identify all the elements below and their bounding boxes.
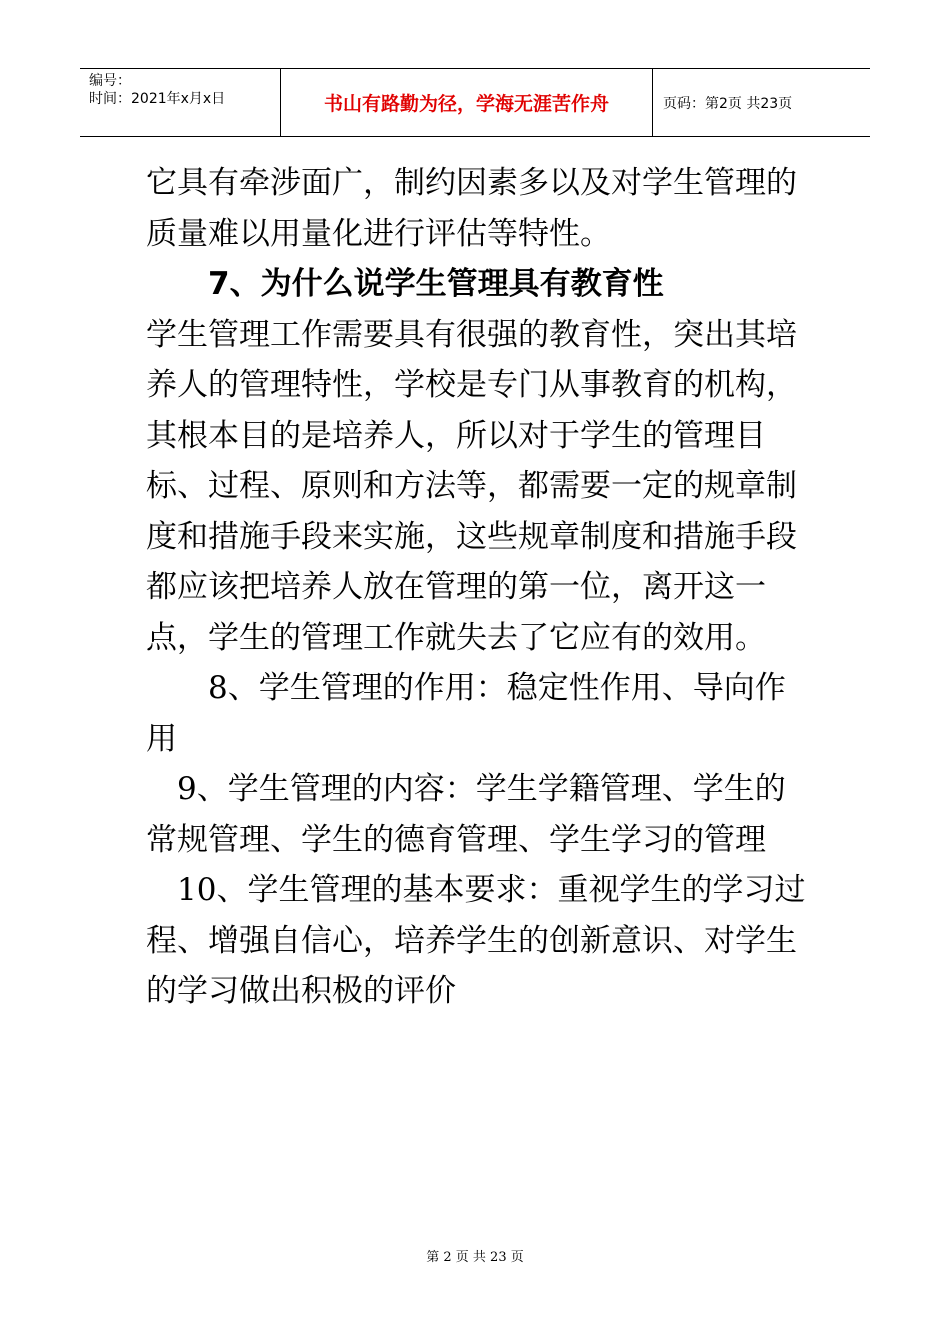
header-meta bbox=[80, 69, 281, 136]
paragraph-item-10: 10、学生管理的基本要求：重视学生的学习过程、增强自信心，培养学生的创新意识、对学生的学习做出积极的评价 bbox=[146, 872, 806, 1009]
paragraph-item-8: 8、学生管理的作用：稳定性作用、导向作用 bbox=[146, 670, 786, 757]
page-footer: 第 2 页 共 23 页 bbox=[426, 1250, 524, 1265]
paragraph-item-9: 9、学生管理的内容：学生学籍管理、学生的常规管理、学生的德育管理、学生学习的管理 bbox=[146, 771, 786, 858]
number-label: 编号： bbox=[89, 73, 131, 89]
paragraph-continuation: 它具有牵涉面广，制约因素多以及对学生管理的质量难以用量化进行评估等特性。 bbox=[146, 165, 797, 252]
header-motto: 书山有路勤为径，学海无涯苦作舟 bbox=[281, 69, 653, 136]
document-body bbox=[146, 158, 806, 1017]
paragraph-education: 学生管理工作需要具有很强的教育性，突出其培养人的管理特性，学校是专门从事教育的机构，其根本目的是培养人，所以对于学生的管理目标、过程、原则和方法等，都需要一定的规章制度和措施手段来实施，这些规章制度和措施手段都应该把培养人放在管理的第一位，离开这一点，学生的管理工作就失去了它应有的效用。 bbox=[146, 316, 797, 656]
section-heading-7: 7、为什么说学生管理具有教育性 bbox=[208, 266, 664, 302]
page-header bbox=[80, 68, 870, 137]
time-label: 时间：2021年x月x日 bbox=[89, 91, 226, 107]
header-page-info: 页码：第2页 共23页 bbox=[663, 95, 793, 112]
